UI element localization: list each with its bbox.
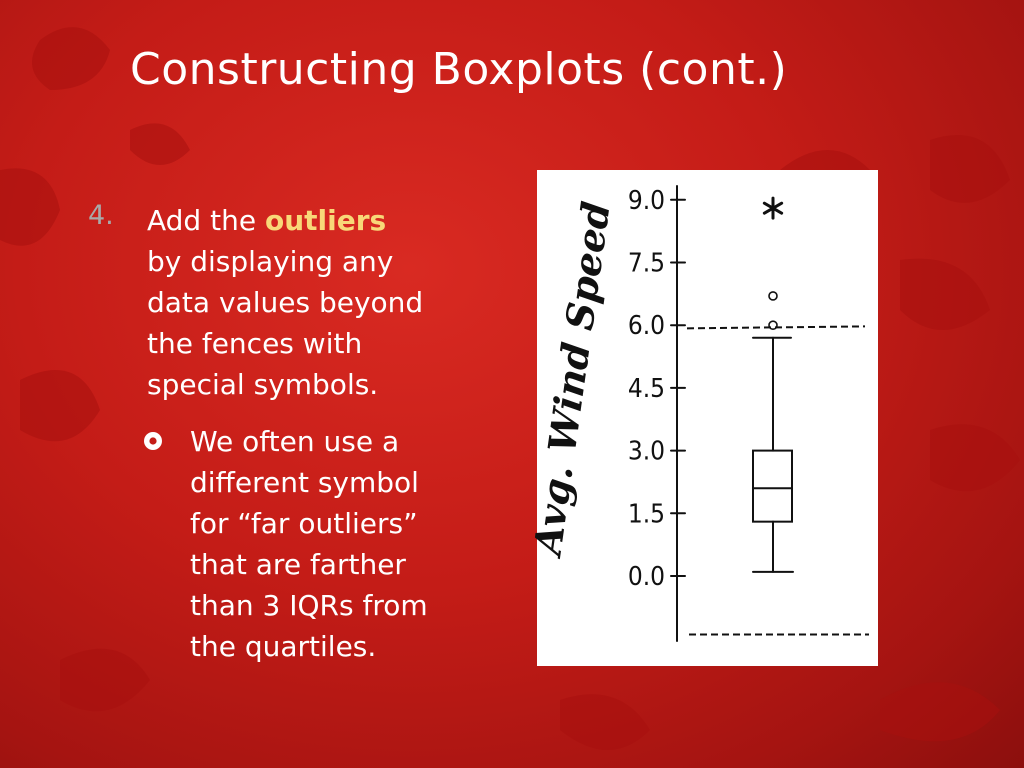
y-tick-label: 3.0 (627, 436, 665, 467)
item-line-2: by displaying any (147, 245, 394, 278)
box-q1-q3 (753, 451, 792, 522)
y-tick-label: 4.5 (627, 373, 665, 404)
slide-title: Constructing Boxplots (cont.) (130, 44, 788, 95)
y-tick-label: 9.0 (627, 185, 665, 216)
item-number: 4. (88, 200, 114, 231)
y-tick-label: 6.0 (627, 311, 665, 342)
sub-line-2: different symbol (190, 466, 419, 499)
outlier-point (769, 292, 777, 300)
boxplot-chart (524, 170, 878, 666)
circle-bullet-icon (142, 430, 164, 452)
boxplot-svg (524, 170, 878, 666)
sub-text (190, 421, 510, 667)
item-line-5: special symbols. (147, 368, 379, 401)
item-line-1a: Add the (147, 204, 265, 237)
y-tick-label: 7.5 (627, 248, 665, 279)
sub-line-4: that are farther (190, 548, 406, 581)
item-text (147, 200, 497, 405)
sub-line-3: for “far outliers” (190, 507, 418, 540)
sub-line-6: the quartiles. (190, 630, 377, 663)
item-line-4: the fences with (147, 327, 363, 360)
item-line-3: data values beyond (147, 286, 424, 319)
y-tick-label: 0.0 (627, 562, 665, 592)
y-tick-label: 1.5 (627, 499, 665, 530)
outliers-highlight: outliers (264, 204, 387, 237)
y-axis-label: Avg. Wind Speed (524, 198, 619, 558)
sub-line-5: than 3 IQRs from (190, 589, 428, 622)
sub-line-1: We often use a (190, 425, 400, 458)
outlier-point (769, 321, 777, 329)
